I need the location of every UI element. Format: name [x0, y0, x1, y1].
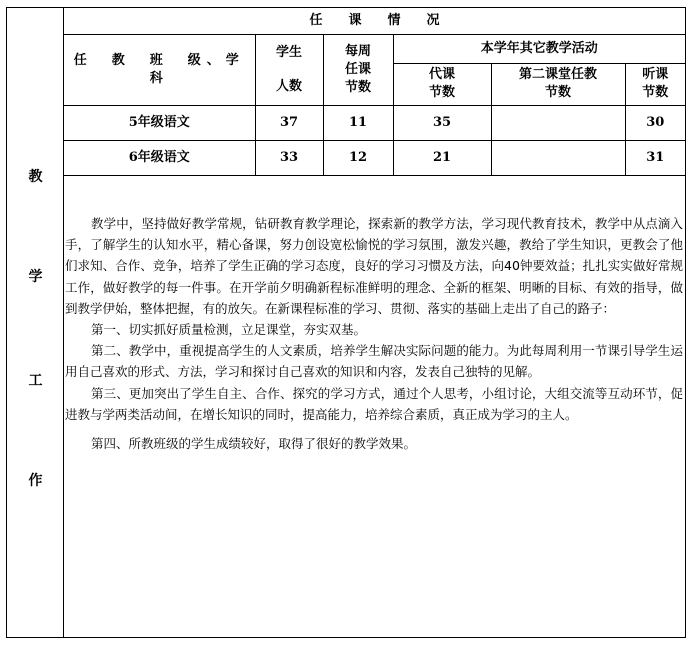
header-students-line2: 人数 — [275, 78, 302, 94]
header-students — [255, 34, 323, 105]
table-row — [64, 105, 685, 140]
header-other-activities: 本学年其它教学活动 — [393, 34, 685, 63]
header-students-line1: 学生 — [275, 44, 302, 60]
summary-paragraph: 第一、切实抓好质量检测，立足课堂，夯实双基。 — [91, 322, 367, 338]
cell-second-class — [491, 105, 625, 140]
cell-observe: 31 — [625, 140, 685, 175]
cell-class: 5年级语文 — [64, 105, 255, 140]
cell-substitute: 21 — [393, 140, 491, 175]
work-summary-text — [65, 213, 683, 454]
cell-second-class — [491, 140, 625, 175]
header-observe — [625, 63, 685, 105]
teaching-work-form — [6, 7, 686, 638]
header-weekly-line2: 任课 — [344, 61, 371, 77]
header-observe-line1: 听课 — [642, 67, 669, 82]
summary-paragraph: 第三、更加突出了学生自主、合作、探究的学习方式，通过个人思考，小组讨论，大组交流等互动环节，促进教与学两类活动间，在增长知识的同时，提高能力，培养综合素质，真正成为学习的主人。 — [65, 385, 683, 422]
header-second-class-line2: 节数 — [544, 85, 571, 100]
side-label-char: 工 — [28, 373, 43, 389]
course-table — [64, 8, 685, 176]
table-row — [64, 140, 685, 175]
table-title: 任 课 情 况 — [64, 8, 685, 34]
side-label-char: 学 — [28, 269, 43, 285]
cell-class: 6年级语文 — [64, 140, 255, 175]
cell-students: 37 — [255, 105, 323, 140]
summary-paragraph: 第四、所教班级的学生成绩较好，取得了很好的教学效果。 — [91, 436, 417, 452]
side-label-char: 教 — [28, 169, 43, 185]
header-weekly-line1: 每周 — [344, 43, 371, 59]
side-label-column — [7, 8, 64, 637]
summary-paragraph: 第二、教学中，重视提高学生的人文素质，培养学生解决实际问题的能力。为此每周利用一节课引导学生运用自己喜欢的形式、方法，学习和探讨自己喜欢的知识和内容，发表自己独特的见解。 — [65, 343, 683, 380]
header-second-class-line1: 第二课堂任教 — [518, 67, 597, 82]
header-second-class — [491, 63, 625, 105]
cell-observe: 30 — [625, 105, 685, 140]
cell-students: 33 — [255, 140, 323, 175]
header-substitute — [393, 63, 491, 105]
cell-weekly: 12 — [323, 140, 393, 175]
cell-substitute: 35 — [393, 105, 491, 140]
summary-paragraph: 教学中，坚持做好教学常规，钻研教育教学理论，探索新的教学方法，学习现代教育技术，教学中从点滴入手，了解学生的认知水平，精心备课，努力创设宽松愉悦的学习氛围，激发兴趣，教给了学生知识，更教会了他们求知、合作、竞争，培养了学生正确的学习态度，良好的学习习惯及方法，向40钟要效益；扎扎实实做好常规工作，做好教学的每一件事。在开学前夕明确新程标准鲜明的理念、全新的框架、明晰的目标、有效的指导，做到教学伊始，整体把握，有的放矢。在新课程标准的学习、贯彻、落实的基础上走出了自己的路子： — [65, 216, 683, 316]
header-substitute-line1: 代课 — [428, 67, 455, 82]
header-substitute-line2: 节数 — [428, 85, 455, 100]
header-observe-line2: 节数 — [642, 85, 669, 100]
side-label-char: 作 — [28, 473, 43, 489]
header-weekly-line3: 节数 — [344, 79, 371, 95]
cell-weekly: 11 — [323, 105, 393, 140]
header-weekly — [323, 34, 393, 105]
header-class-subject: 任 教 班 级、学 科 — [64, 34, 255, 105]
